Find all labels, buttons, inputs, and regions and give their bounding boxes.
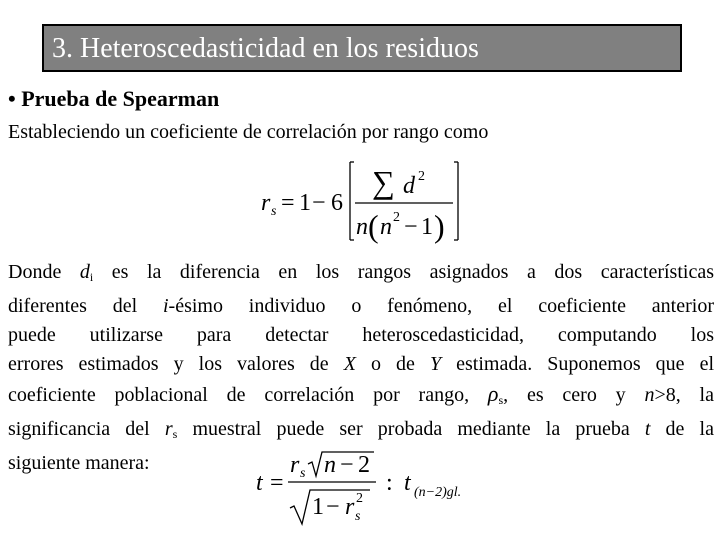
n-var-t: n: [324, 452, 336, 478]
minus-sign: −: [312, 190, 326, 216]
intro-text: Estableciendo un coeficiente de correlación por rango como: [8, 121, 489, 143]
d-exponent: 2: [418, 169, 425, 184]
minus-sign-2: −: [404, 214, 418, 240]
d-var: d: [403, 173, 415, 199]
t-statistic-formula: [250, 450, 480, 530]
para-line-2: diferentes del i-ésimo individuo o fenómeno, el coeficiente anterior: [8, 295, 714, 317]
rs-var: r: [261, 190, 271, 216]
open-paren: (: [368, 208, 379, 244]
n2-exponent: 2: [393, 210, 400, 225]
t-formula-svg: [250, 450, 480, 530]
n2-var: n: [380, 214, 392, 240]
para-line-5: coeficiente poblacional de correlación por rango, $\rho_s$, es cero y n>8, la: [8, 381, 714, 407]
minus-sign-t: −: [340, 452, 354, 478]
t-dist-var: t: [404, 470, 411, 496]
rs-den-sub: s: [355, 509, 361, 524]
six-digit: 6: [331, 190, 343, 216]
t-var: t: [256, 470, 263, 496]
rs-num-sub: s: [300, 466, 306, 481]
para-line-7: siguiente manera:: [8, 452, 150, 474]
close-paren: ): [434, 208, 445, 244]
two-digit: 2: [358, 452, 370, 478]
minus-sign-t-2: −: [326, 494, 340, 520]
title-bar: [42, 24, 682, 72]
para-line-4: errores estimados y los valores de X o de Y estimada. Suponemos que el: [8, 353, 714, 375]
slide-title: 3. Heteroscedasticidad en los residuos: [52, 33, 479, 64]
degrees-of-freedom: (n−2)gl.: [414, 485, 462, 500]
rs-num-var: r: [290, 452, 300, 478]
one-digit-t: 1: [312, 494, 324, 520]
spearman-formula-svg: [255, 158, 465, 248]
para-line-1: Donde $d_i$ es la diferencia en los rangos asignados a dos características: [8, 261, 714, 284]
distributed-colon: :: [386, 470, 393, 496]
para-line-6: significancia del $r_s$ muestral puede ser probada mediante la prueba t de la: [8, 418, 714, 441]
spearman-formula: [255, 158, 465, 248]
n-var: n: [356, 214, 368, 240]
section-heading: • Prueba de Spearman: [8, 86, 220, 111]
rs-sub: s: [271, 204, 277, 219]
rs-den-var: r: [345, 494, 355, 520]
equals-sign-t: =: [270, 470, 284, 496]
sum-symbol: ∑: [372, 164, 395, 200]
equals-sign: =: [281, 190, 295, 216]
one-digit: 1: [299, 190, 311, 216]
rs-den-sup: 2: [356, 491, 363, 506]
para-line-3: puede utilizarse para detectar heteroscedasticidad, computando los: [8, 324, 714, 346]
one-digit-2: 1: [421, 214, 433, 240]
explanation-paragraph: [8, 258, 714, 478]
